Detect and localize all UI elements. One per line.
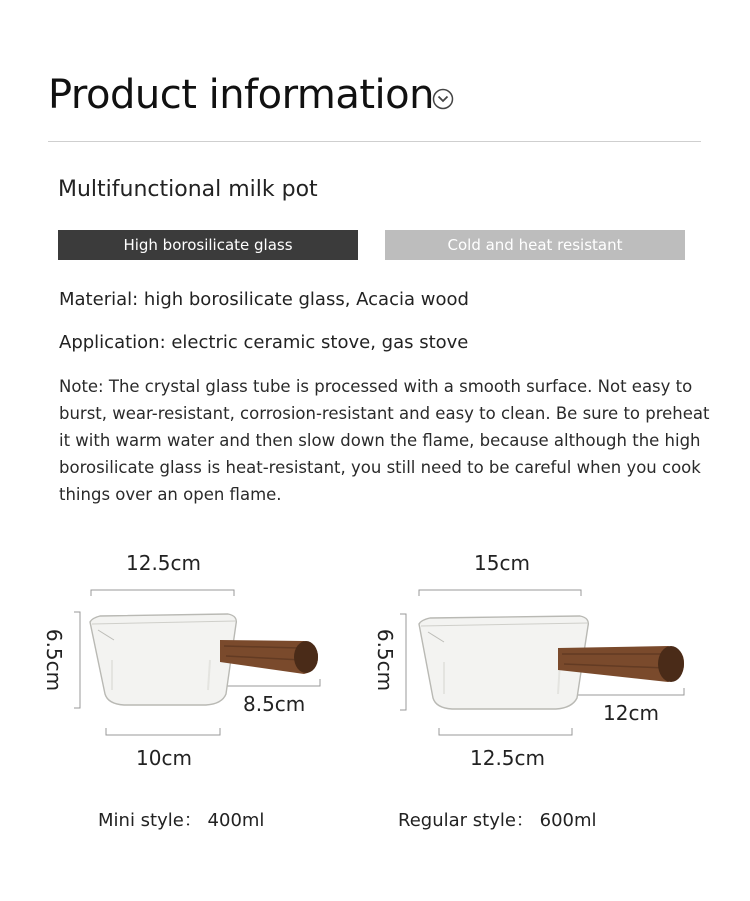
regular-top-width-label: 15cm [474, 551, 530, 575]
regular-bottom-width-label: 12.5cm [470, 746, 546, 770]
material-spec: Material: high borosilicate glass, Acacia wood [59, 289, 469, 310]
mini-top-width-label: 12.5cm [126, 551, 202, 575]
regular-handle-length-label: 12cm [603, 701, 659, 725]
badge-borosilicate-glass: High borosilicate glass [58, 230, 358, 260]
mini-height-label: 6.5cm [42, 628, 67, 692]
product-subtitle: Multifunctional milk pot [58, 177, 318, 202]
regular-height-label: 6.5cm [373, 628, 398, 692]
mini-handle-length-label: 8.5cm [243, 692, 306, 716]
page-title: Product information [48, 72, 434, 118]
care-note: Note: The crystal glass tube is processed with a smooth surface. Not easy to burst, wear-resistant, corrosion-resistant and easy to clean. Be sure to preheat it with warm water and then slow down the flame, because although the high borosilicate glass is heat-resistant, you still need to be careful when you cook things over an open flame. [59, 377, 710, 504]
badge-cold-heat-resistant: Cold and heat resistant [385, 230, 685, 260]
mini-style-label: Mini style： 400ml [98, 810, 265, 831]
mini-bottom-width-label: 10cm [136, 746, 192, 770]
application-spec: Application: electric ceramic stove, gas stove [59, 332, 469, 353]
regular-style-label: Regular style： 600ml [398, 810, 597, 831]
